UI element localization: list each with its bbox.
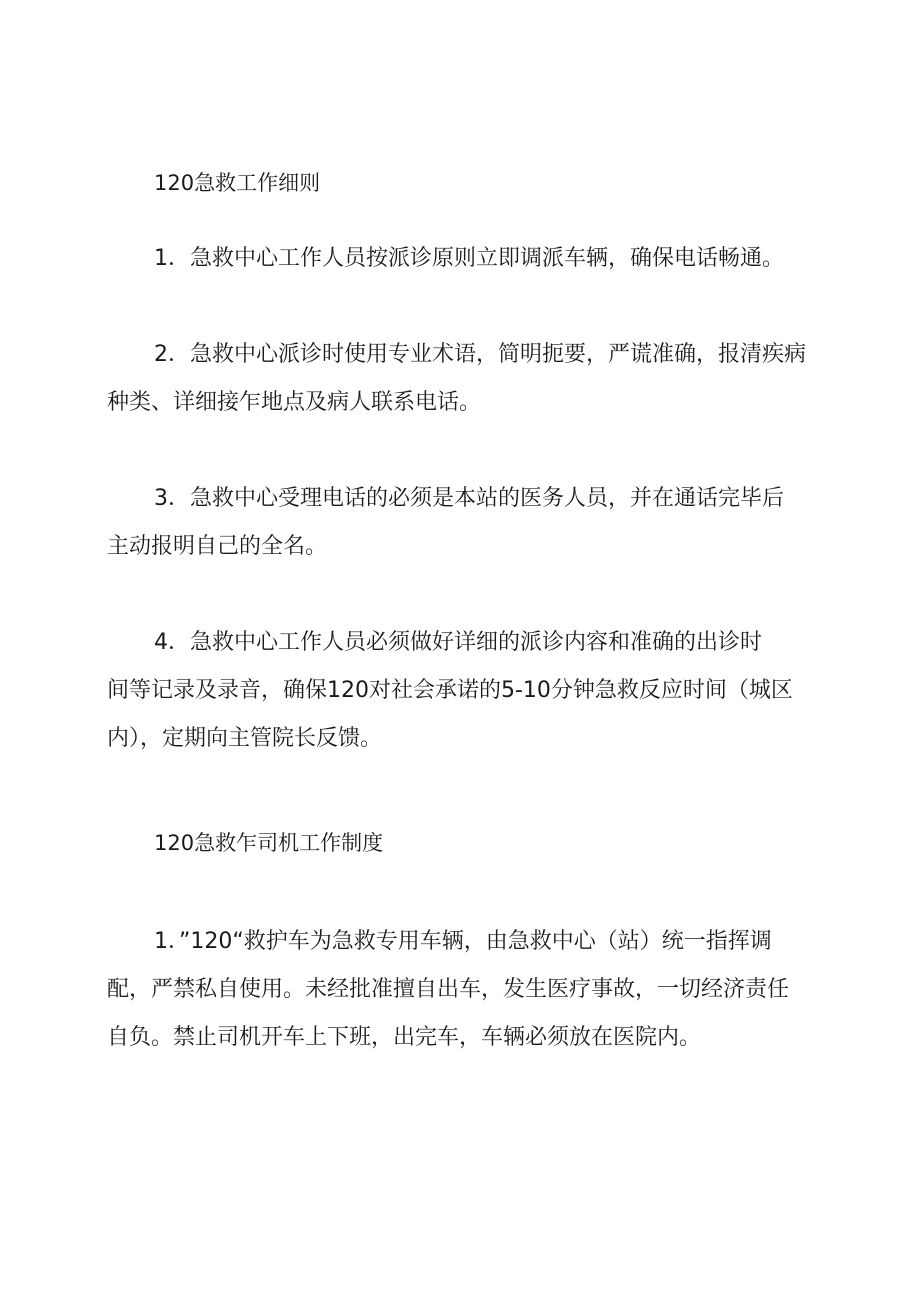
paragraph-line: 间等记录及录音，确保120对社会承诺的5-10分钟急救反应时间（城区 bbox=[107, 678, 793, 703]
paragraph-line: 内），定期向主管院长反馈。 bbox=[107, 726, 383, 751]
paragraph-item-3 bbox=[107, 475, 807, 571]
paragraph-line: 4．急救中心工作人员必须做好详细的派诊内容和准确的出诊时 bbox=[154, 630, 762, 655]
paragraph-line: 自负。禁止司机开车上下班，出完车，车辆必须放在医院内。 bbox=[107, 1025, 702, 1050]
paragraph-item-5 bbox=[107, 918, 807, 1062]
section-title: 120急救乍司机工作制度 bbox=[154, 831, 384, 855]
paragraph-line: 1．”120“救护车为急救专用车辆，由急救中心（站）统一指挥调 bbox=[154, 929, 772, 954]
paragraph-item-2 bbox=[107, 331, 807, 427]
section-title: 120急救工作细则 bbox=[154, 171, 321, 195]
paragraph-line: 主动报明自己的全名。 bbox=[107, 534, 328, 559]
paragraph-line: 2．急救中心派诊时使用专业术语，简明扼要，严谎准确，报清疾病 bbox=[154, 342, 806, 367]
paragraph-line: 种类、详细接乍地点及病人联系电话。 bbox=[107, 390, 482, 415]
paragraph-item-1 bbox=[107, 235, 807, 283]
paragraph-line: 配，严禁私自使用。未经批准擅自出车，发生医疗事故，一切经济责任 bbox=[107, 977, 790, 1002]
paragraph-line: 1．急救中心工作人员按派诊原则立即调派车辆，确保电话畅通。 bbox=[154, 246, 784, 271]
paragraph-line: 3．急救中心受理电话的必须是本站的医务人员，并在通话完毕后 bbox=[154, 486, 784, 511]
paragraph-item-4 bbox=[107, 619, 807, 763]
